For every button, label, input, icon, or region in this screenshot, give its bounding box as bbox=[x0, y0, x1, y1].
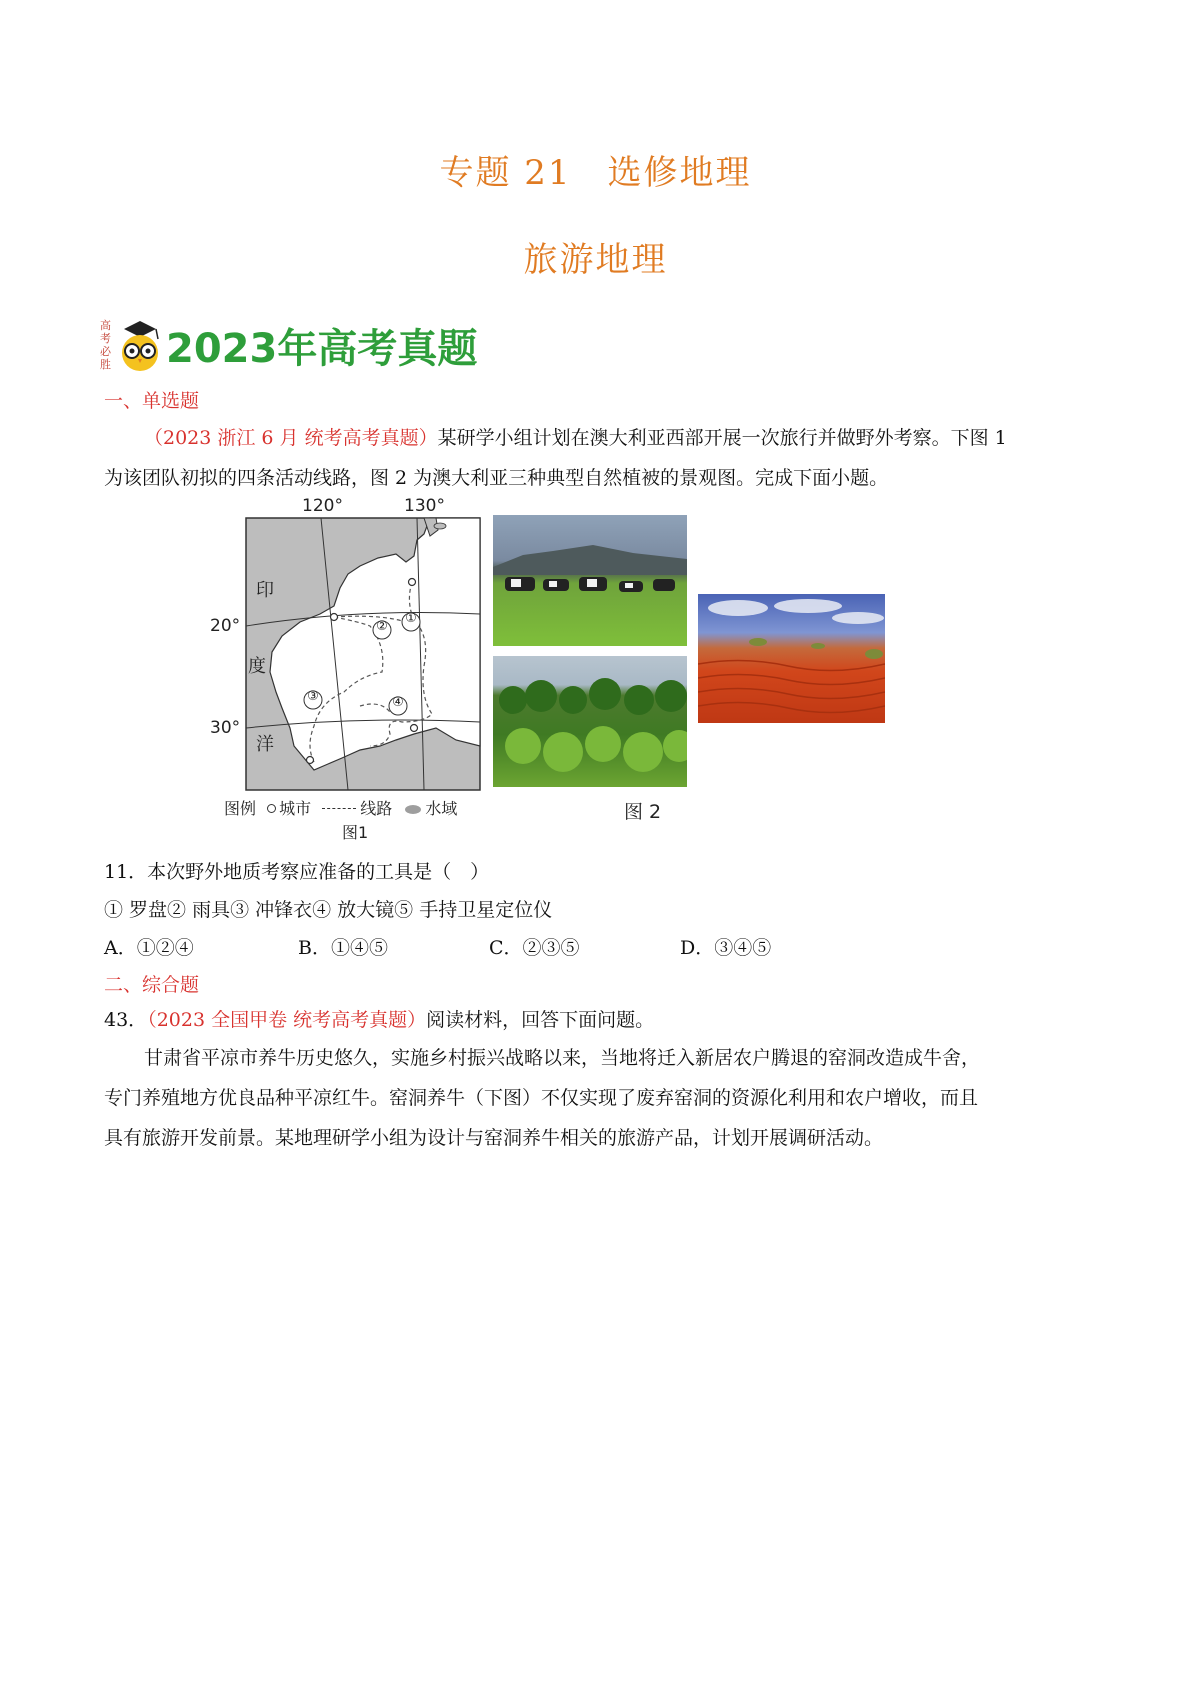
route-label-3: ③ bbox=[307, 689, 319, 704]
question11-stem: 11．本次野外地质考察应准备的工具是（ ） bbox=[104, 861, 490, 883]
figure1-map bbox=[210, 496, 490, 841]
option-d: D．③④⑤ bbox=[680, 937, 772, 959]
photo-pasture-cattle bbox=[493, 515, 687, 646]
owl-mascot-icon bbox=[116, 317, 164, 373]
photo-red-desert bbox=[698, 594, 885, 723]
option-a: A．①②④ bbox=[104, 937, 194, 959]
route-label-4: ④ bbox=[392, 695, 404, 710]
question43-header: 43．（2023 全国甲卷 统考高考真题）阅读材料，回答下面问题。 bbox=[104, 1009, 655, 1031]
route-label-2: ② bbox=[376, 619, 388, 634]
section-heading-single-choice: 一、单选题 bbox=[104, 390, 200, 412]
photo-forest bbox=[493, 656, 687, 787]
lon-label-130: 130° bbox=[404, 496, 445, 516]
banner-text: 2023年高考真题 bbox=[166, 326, 478, 372]
question-intro: （2023 浙江 6 月 统考高考真题）某研学小组计划在澳大利亚西部开展一次旅行并做野外考察。下图 1 为该团队初拟的四条活动线路，图 2 为澳大利亚三种典型自然植被的景观图。完成下面小题。 bbox=[104, 427, 1007, 489]
ocean-char-3: 洋 bbox=[256, 734, 274, 755]
route-line-icon bbox=[322, 808, 356, 809]
water-icon bbox=[405, 805, 421, 814]
lon-label-120: 120° bbox=[302, 496, 343, 516]
year-banner bbox=[100, 315, 478, 375]
ocean-char-1: 印 bbox=[256, 580, 274, 601]
map-legend: 图例 城市 线路 水域 bbox=[224, 799, 458, 818]
question11-items: ① 罗盘② 雨具③ 冲锋衣④ 放大镜⑤ 手持卫星定位仪 bbox=[104, 899, 553, 921]
page-title: 专题 21 选修地理 bbox=[439, 153, 752, 193]
figure2-caption: 图 2 bbox=[624, 801, 662, 823]
ocean-char-2: 度 bbox=[248, 656, 266, 677]
question43-material: 甘肃省平凉市养牛历史悠久，实施乡村振兴战略以来，当地将迁入新居农户腾退的窑洞改造成牛舍， 专门养殖地方优良品种平凉红牛。窑洞养牛（下图）不仅实现了废弃窑洞的资源化利用和农户增收，而且 具有旅游开发前景。某地理研学小组为设计与窑洞养牛相关的旅游产品，计划开展调研活动。 bbox=[104, 1047, 981, 1149]
route-label-1: ① bbox=[405, 611, 417, 626]
option-b: B．①④⑤ bbox=[298, 937, 388, 959]
city-icon bbox=[267, 804, 276, 813]
lat-label-20: 20° bbox=[210, 616, 241, 636]
mascot-text: 高 考 必 胜 bbox=[100, 319, 111, 371]
lat-label-30: 30° bbox=[210, 718, 241, 738]
question-source: （2023 浙江 6 月 统考高考真题） bbox=[144, 427, 438, 449]
figure1-caption: 图1 bbox=[342, 823, 369, 842]
page-subtitle: 旅游地理 bbox=[523, 240, 668, 280]
section-heading-comprehensive: 二、综合题 bbox=[104, 974, 200, 996]
option-c: C．②③⑤ bbox=[489, 937, 580, 959]
question43-source: （2023 全国甲卷 统考高考真题） bbox=[147, 1009, 427, 1031]
